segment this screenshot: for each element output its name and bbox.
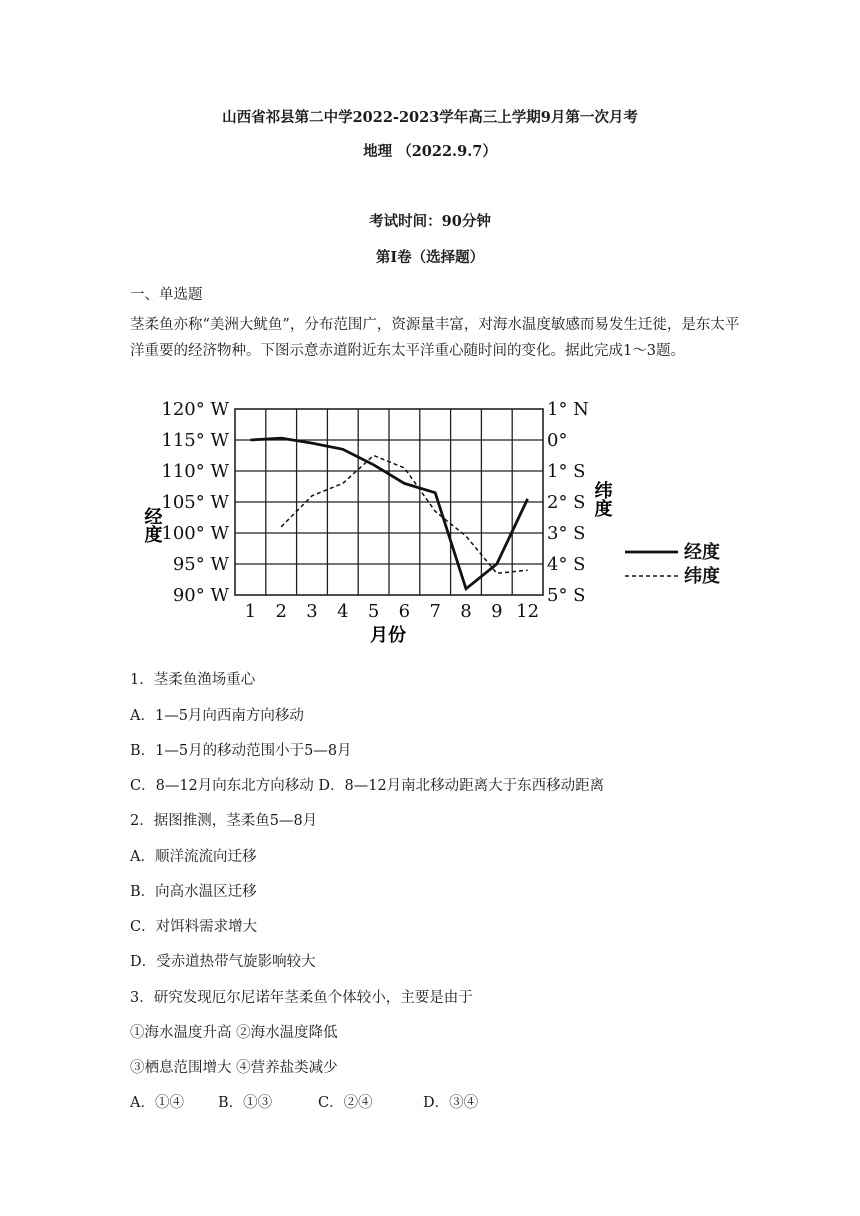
q3-choice-d: D．③④ (423, 1095, 479, 1111)
x-tick-label: 3 (306, 601, 318, 622)
x-tick-label: 1 (244, 601, 257, 622)
x-tick-label: 2 (275, 601, 287, 622)
q3-choices (130, 1091, 478, 1112)
x-tick-label: 12 (516, 601, 540, 622)
q3-stem: 3．研究发现厄尔尼诺年茎柔鱼个体较小，主要是由于 (130, 990, 473, 1006)
x-tick-label: 9 (491, 601, 503, 622)
q1-option-a: A．1—5月向西南方向移动 (130, 708, 304, 724)
x-tick-label: 7 (429, 601, 441, 622)
x-tick-label: 4 (337, 601, 349, 622)
section-title: 一、单选题 (130, 287, 203, 303)
q3-statements-2: ③栖息范围增大 ④营养盐类减少 (130, 1060, 338, 1076)
right-tick-label: 0° (547, 430, 568, 451)
left-tick-label: 110° W (161, 461, 229, 482)
q3-choice-c: C．②④ (318, 1095, 373, 1111)
latitude-line (281, 456, 527, 574)
exam-subject: 地理 （2022.9.7） (363, 143, 497, 160)
intro-paragraph: 茎柔鱼亦称“美洲大鱿鱼”，分布范围广，资源量丰富，对海水温度敏感而易发生迁徙，是东太平洋重要的经济物种。下图示意赤道附近东太平洋重心随时间的变化。据此完成1～3题。 (130, 317, 740, 359)
left-tick-label: 100° W (161, 523, 229, 544)
volume-title: 第Ⅰ卷（选择题） (375, 249, 485, 266)
q1-option-b: B．1—5月的移动范围小于5—8月 (130, 743, 352, 759)
legend-label: 经度 (684, 542, 720, 563)
right-tick-label: 1° N (547, 399, 589, 420)
x-tick-label: 8 (460, 601, 472, 622)
x-tick-label: 6 (398, 601, 411, 622)
x-axis-label: 月份 (370, 625, 406, 646)
exam-time: 考试时间：90分钟 (369, 213, 491, 230)
right-tick-label: 1° S (547, 461, 586, 482)
q1-option-c-d: C．8—12月向东北方向移动 D．8—12月南北移动距离大于东西移动距离 (130, 778, 605, 794)
right-tick-label: 4° S (547, 554, 586, 575)
q2-option-c: C．对饵料需求增大 (130, 919, 258, 935)
y-axis-label-left: 经度 (141, 507, 163, 543)
q3-choice-b: B．①③ (218, 1095, 273, 1111)
y-axis-label-right: 纬度 (591, 481, 613, 517)
left-tick-label: 120° W (161, 399, 229, 420)
left-tick-label: 115° W (161, 430, 229, 451)
q2-option-d: D．受赤道热带气旋影响较大 (130, 954, 316, 970)
exam-title: 山西省祁县第二中学2022-2023学年高三上学期9月第一次月考 (222, 109, 638, 126)
q2-stem: 2．据图推测，茎柔鱼5—8月 (130, 813, 318, 829)
right-tick-label: 3° S (547, 523, 586, 544)
left-tick-label: 105° W (161, 492, 229, 513)
q3-choice-a: A．①④ (130, 1095, 184, 1111)
q2-option-a: A．顺洋流流向迁移 (130, 849, 257, 865)
legend-label: 纬度 (684, 566, 720, 587)
q1-stem: 1．茎柔鱼渔场重心 (130, 672, 256, 688)
q2-option-b: B．向高水温区迁移 (130, 884, 257, 900)
right-tick-label: 5° S (547, 585, 586, 606)
fishing-ground-chart (0, 395, 860, 655)
x-tick-label: 5 (367, 601, 380, 622)
right-tick-label: 2° S (547, 492, 586, 513)
left-tick-label: 95° W (172, 554, 229, 575)
left-tick-label: 90° W (172, 585, 229, 606)
q3-statements-1: ①海水温度升高 ②海水温度降低 (130, 1025, 338, 1041)
